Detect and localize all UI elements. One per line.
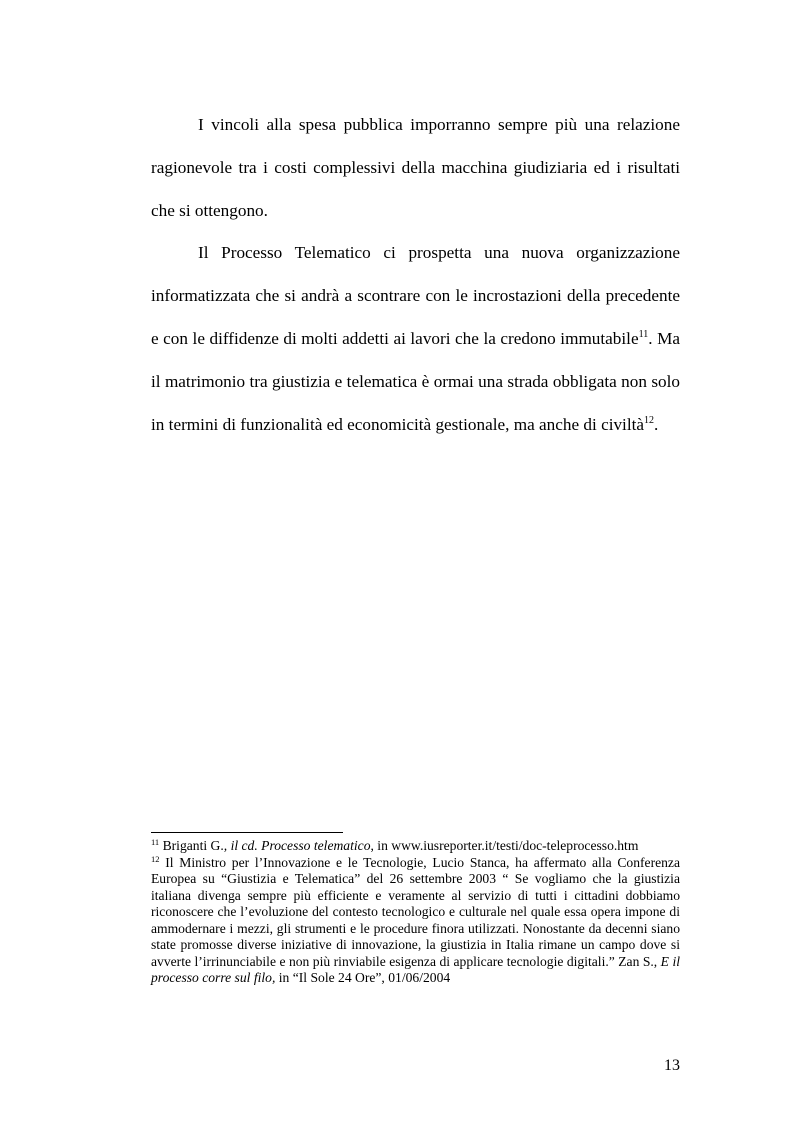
paragraph-1-text: I vincoli alla spesa pubblica imporranno sempre più una relazione ragionevole tra i costi complessivi della macchina giudiziaria ed i risultati che si ottengono. [151, 115, 680, 220]
footnote-12-title: E il processo corre sul filo, [151, 953, 680, 985]
footnote-12-text: Il Ministro per l’Innovazione e le Tecnologie, Lucio Stanca, ha affermato alla Conferenza Europea su “Giustizia e Telematica” del 26 settembre 2003 “ Se vogliamo che la giustizia italiana divenga sempre più efficiente e veramente al servizio di tutti i cittadini dobbiamo riconoscere che l’evoluzione del contesto tecnologico e culturale nel quale essa opera impone di ammodernare i mezzi, gli strumenti e le procedure finora utilizzati. Nonostante da decenni siano state promosse diverse iniziative di innovazione, la giustizia in Italia rimane un campo dove si avverte l’irrinunciabile e non più rinviabile esigenza di applicare tecnologie digitali.” Zan S., [151, 854, 680, 969]
footnote-12-source: in “Il Sole 24 Ore”, 01/06/2004 [275, 970, 451, 985]
footnote-12 [151, 855, 680, 987]
footnote-11-source: , in www.iusreporter.it/testi/doc-teleprocesso.htm [370, 838, 639, 853]
footnote-separator [151, 832, 343, 833]
footnote-ref-11: 11 [638, 328, 649, 340]
paragraph-2-text-a: Il Processo Telematico ci prospetta una nuova organizzazione informatizzata che si andrà a scontrare con le incrostazioni della precedente e con le diffidenze di molti addetti ai lavori che la credono immutabile [151, 243, 680, 348]
main-text [151, 104, 680, 446]
footnote-11-title: , il cd. Processo telematico [223, 838, 371, 853]
footnotes [151, 838, 680, 987]
footnote-12-number: 12 [151, 853, 160, 864]
paragraph-1 [151, 104, 680, 232]
footnote-ref-12: 12 [644, 414, 655, 426]
paragraph-2-text-c: . [654, 414, 659, 434]
footnote-11-author: Briganti G. [159, 838, 224, 853]
footnote-11-number: 11 [151, 837, 160, 847]
paragraph-2 [151, 232, 680, 446]
footnote-11 [151, 838, 680, 855]
paragraph-2-text-b: . Ma il matrimonio tra giustizia e telematica è ormai una strada obbligata non solo in termini di funzionalità ed economicità gestionale, ma anche di civiltà [151, 328, 680, 434]
page-number: 13 [664, 1057, 680, 1074]
